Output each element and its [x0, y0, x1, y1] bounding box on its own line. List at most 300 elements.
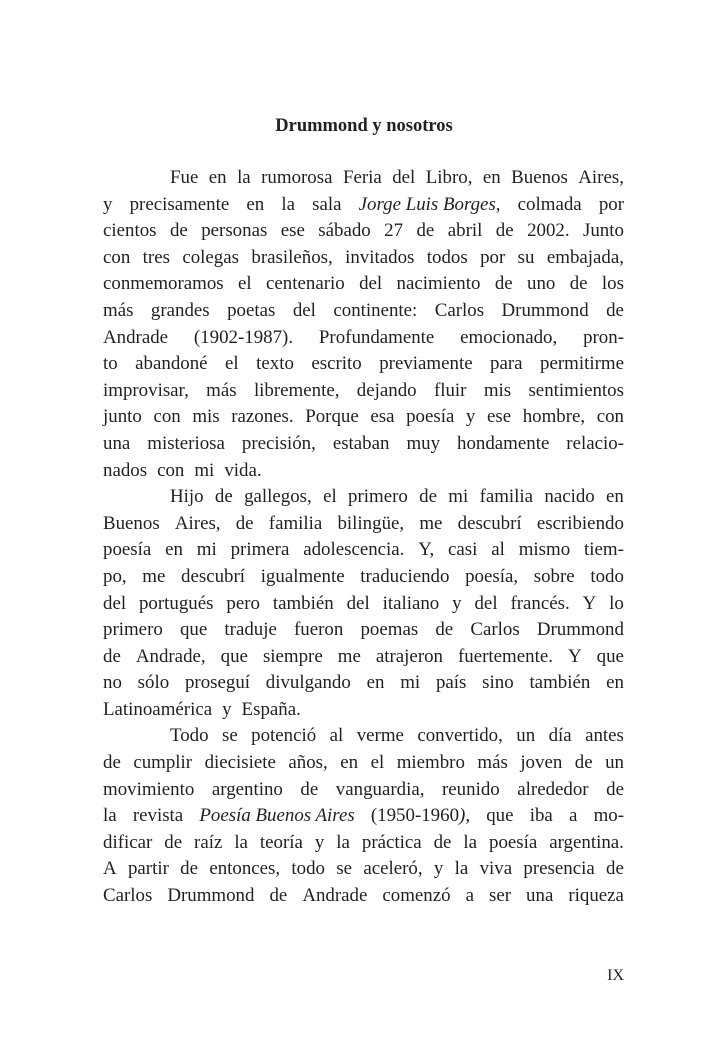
word: [142, 564, 165, 591]
word-text: 27: [384, 220, 404, 242]
word: [606, 856, 624, 883]
word: [103, 511, 160, 538]
word: [578, 165, 624, 192]
word: [226, 591, 260, 618]
word: [209, 165, 227, 192]
word: [103, 192, 112, 219]
word: [164, 830, 182, 857]
word-text: primera: [230, 539, 290, 561]
word: [397, 271, 481, 298]
word-text: invitados: [345, 246, 415, 268]
text-line: [103, 750, 624, 777]
word: [379, 351, 472, 378]
word: [474, 591, 497, 618]
word-text: Carlos: [434, 299, 485, 321]
text-line: [103, 484, 624, 511]
word: [583, 218, 624, 245]
word: [480, 856, 513, 883]
word: [491, 537, 505, 564]
word: [568, 883, 624, 910]
word: [357, 723, 404, 750]
word-text: y: [433, 858, 444, 880]
word: [103, 218, 157, 245]
word-text: riqueza: [568, 885, 624, 907]
word: [518, 245, 535, 272]
word-text: la: [234, 831, 248, 853]
word-text: hombre,: [522, 406, 586, 428]
word: [192, 404, 219, 431]
word-text: teoría: [259, 831, 303, 853]
word-text: grandes: [150, 299, 210, 321]
word: [606, 484, 624, 511]
word: [470, 617, 519, 644]
word: [153, 404, 180, 431]
word-text: primero: [103, 619, 163, 641]
word-text: abandoné: [135, 353, 208, 375]
text-line: [103, 378, 624, 405]
word-text: brasileños,: [251, 246, 333, 268]
word-text: Fue: [170, 167, 199, 188]
word: [466, 883, 474, 910]
word-text: tres: [142, 246, 170, 268]
word-text: y: [465, 406, 476, 428]
text-line: [103, 218, 624, 245]
word: [194, 458, 219, 485]
word-text: España.: [241, 698, 301, 720]
word-text: de: [433, 831, 452, 853]
word: [383, 591, 440, 618]
word-text: libremente,: [253, 379, 340, 401]
word: [605, 750, 624, 777]
word-text: familia: [479, 486, 534, 508]
word-text: que: [220, 645, 248, 667]
word: [530, 803, 553, 830]
word: [526, 883, 553, 910]
word-text: (1950-1960: [370, 805, 460, 827]
word: [224, 458, 266, 485]
italic-text: ),: [459, 805, 471, 827]
word-text: que: [486, 805, 514, 827]
text-line: [103, 830, 624, 857]
word-text: casi: [448, 539, 478, 561]
word-text: en: [606, 672, 624, 694]
word-text: un: [605, 752, 624, 774]
word-text: A: [103, 858, 117, 880]
word: [103, 537, 151, 564]
word: [544, 484, 594, 511]
word: [103, 697, 217, 724]
word-text: junto: [103, 406, 142, 428]
word-text: de: [495, 220, 514, 242]
word: [426, 165, 473, 192]
word-text: improvisar,: [103, 379, 189, 401]
word-text: en: [165, 539, 183, 561]
word-text: muy: [406, 432, 441, 454]
word: [569, 803, 577, 830]
word-text: joven: [520, 752, 563, 774]
word-text: continente:: [333, 299, 418, 321]
word: [103, 404, 142, 431]
word-text: me: [142, 565, 166, 587]
word-text: convertido,: [417, 725, 503, 747]
word-text: iba: [529, 805, 553, 827]
word-text: Aires,: [174, 512, 221, 534]
word-text: mismo: [518, 539, 571, 561]
word: [419, 484, 437, 511]
word: [606, 298, 624, 325]
word: [103, 670, 122, 697]
word-text: poetas: [227, 299, 276, 321]
word: [336, 856, 352, 883]
word: [549, 723, 572, 750]
word-text: igualmente: [260, 565, 345, 587]
word-text: Aires,: [578, 167, 624, 188]
word: [465, 564, 518, 591]
word-text: escribiendo: [536, 512, 624, 534]
word-text: en: [246, 193, 265, 215]
word-text: diecisiete: [204, 752, 276, 774]
word-text: con: [596, 406, 624, 428]
word: [103, 644, 121, 671]
word-text: siempre: [262, 645, 323, 667]
word: [518, 192, 582, 219]
word-text: con: [157, 459, 185, 481]
word: [458, 644, 553, 671]
word-text: del: [346, 592, 370, 614]
word-text: Drummond: [501, 299, 589, 321]
word: [103, 325, 168, 352]
word: [406, 404, 454, 431]
word-text: revista: [132, 805, 184, 827]
word: [261, 165, 332, 192]
word-text: me: [419, 512, 443, 534]
word-text: movimiento: [103, 778, 195, 800]
word: [103, 617, 163, 644]
word-text: primero: [348, 486, 408, 508]
word: [281, 192, 295, 219]
word: [360, 617, 418, 644]
word: [502, 298, 589, 325]
word-text: y: [103, 193, 113, 215]
text-line: [103, 777, 624, 804]
word-text: estaban: [332, 432, 390, 454]
word: [234, 830, 248, 857]
word: [540, 351, 624, 378]
word-text: precisamente: [129, 193, 230, 215]
word-text: el: [323, 486, 337, 508]
word: [537, 617, 624, 644]
word: [606, 777, 624, 804]
word-text: adolescencia.: [303, 539, 405, 561]
word: [266, 271, 345, 298]
word: [103, 803, 117, 830]
text-line: [103, 404, 624, 431]
word-text: mi: [448, 486, 469, 508]
word-text: la: [336, 831, 350, 853]
word: [337, 511, 404, 538]
word: [575, 750, 593, 777]
word: [362, 830, 422, 857]
text-line: [103, 723, 624, 750]
word-text: nados: [103, 459, 148, 481]
word-text: el: [370, 752, 385, 774]
word-text: lo: [609, 592, 624, 614]
word-text: del: [474, 592, 498, 614]
text-line: [103, 564, 624, 591]
word-text: poesía,: [465, 565, 519, 587]
word: [293, 298, 316, 325]
word-text: ese: [486, 406, 512, 428]
word: [357, 378, 417, 405]
word: [103, 830, 152, 857]
word-text: Profundamente: [318, 326, 435, 348]
word-text: argentina.: [549, 831, 624, 853]
word-text: del: [359, 273, 383, 295]
text-line: [103, 883, 624, 910]
word: [427, 245, 468, 272]
word: [487, 404, 511, 431]
word-text: pron-: [583, 326, 624, 348]
word-text: nacido: [544, 486, 595, 508]
word-text: italiano: [382, 592, 440, 614]
word-text: rumorosa: [261, 167, 333, 188]
word: [455, 856, 469, 883]
text-line: [103, 298, 624, 325]
word-text: sala: [312, 193, 342, 215]
word: [209, 856, 280, 883]
word-text: vida.: [224, 459, 262, 481]
word-text: el: [238, 273, 252, 295]
word: [251, 723, 316, 750]
word-text: descubrí: [181, 565, 246, 587]
word: [510, 591, 569, 618]
word: [486, 803, 513, 830]
word-text: más: [206, 379, 237, 401]
word: [458, 511, 522, 538]
word: [205, 750, 276, 777]
word: [244, 484, 312, 511]
word-text: 2002.: [527, 220, 570, 242]
word: [167, 883, 254, 910]
word-text: en: [606, 486, 624, 508]
word-text: de: [574, 752, 593, 774]
word: [436, 670, 466, 697]
word-text: de: [103, 752, 121, 774]
word: [103, 856, 117, 883]
word-text: de: [569, 273, 588, 295]
word: [269, 883, 287, 910]
word-text: más: [477, 752, 508, 774]
word: [434, 856, 443, 883]
word-text: para: [490, 353, 523, 375]
word-text: de: [300, 778, 319, 800]
word-text: gallegos,: [244, 486, 312, 508]
word: [165, 537, 183, 564]
word: [318, 218, 370, 245]
word: [371, 750, 385, 777]
word: [251, 245, 332, 272]
word-text: en: [340, 752, 359, 774]
text-line: [103, 245, 624, 272]
word: [281, 218, 305, 245]
word-text: y: [452, 592, 462, 614]
word-text: Andrade: [103, 326, 169, 348]
word-text: fluir: [433, 379, 467, 401]
word: [227, 298, 275, 325]
text-line: [103, 617, 624, 644]
word: [170, 723, 209, 750]
word: [261, 564, 345, 591]
word: [416, 218, 434, 245]
word-text: descubrí: [457, 512, 522, 534]
word-text: colegas: [182, 246, 239, 268]
word-text: Y: [567, 645, 582, 667]
word: [181, 564, 245, 591]
word: [151, 298, 210, 325]
word: [147, 431, 225, 458]
word: [602, 271, 624, 298]
word-text: sobre: [533, 565, 575, 587]
text-line: [103, 591, 624, 618]
word-text: escrito: [311, 353, 362, 375]
text-line: [103, 431, 624, 458]
word: [238, 271, 252, 298]
text-line: [103, 271, 624, 298]
word: [215, 484, 233, 511]
word-text: hondamente: [457, 432, 550, 454]
word: [311, 351, 361, 378]
word: [333, 431, 390, 458]
word-text: que: [596, 645, 624, 667]
word: [294, 617, 343, 644]
page-number: IX: [607, 967, 624, 984]
word-text: emocionado,: [460, 326, 558, 348]
word-text: por: [598, 193, 624, 215]
word: [523, 856, 594, 883]
text-line: [103, 325, 624, 352]
word: [418, 537, 434, 564]
word: [222, 697, 236, 724]
word: [359, 271, 382, 298]
word: [260, 830, 303, 857]
word-text: del: [103, 592, 127, 614]
word: [448, 537, 477, 564]
text-line: [103, 165, 624, 192]
word: [348, 484, 408, 511]
word: [583, 325, 624, 352]
word-text: de: [214, 486, 233, 508]
word-text: previamente: [379, 353, 473, 375]
word: [103, 431, 130, 458]
word-text: alrededor: [517, 778, 589, 800]
word-text: presencia: [523, 858, 595, 880]
word: [221, 644, 248, 671]
word: [392, 165, 415, 192]
word: [360, 564, 449, 591]
word: [269, 511, 323, 538]
word-text: a: [568, 805, 578, 827]
word: [435, 298, 484, 325]
word-text: traduciendo: [360, 565, 450, 587]
text-line: [103, 697, 624, 724]
word: [103, 458, 152, 485]
word: [549, 830, 624, 857]
word: [288, 750, 327, 777]
word-text: una: [103, 432, 131, 454]
word: [303, 537, 404, 564]
word: [338, 644, 361, 671]
word-text: verme: [356, 725, 404, 747]
word: [180, 617, 207, 644]
word-text: cientos: [103, 220, 157, 242]
word: [273, 591, 334, 618]
word-text: en: [482, 167, 501, 188]
word: [305, 404, 359, 431]
word-text: todo: [590, 565, 624, 587]
word: [435, 617, 453, 644]
word: [528, 378, 624, 405]
word: [490, 351, 523, 378]
text-line: [103, 537, 624, 564]
word-text: pero: [226, 592, 260, 614]
word-text: Porque: [305, 406, 359, 428]
word: [517, 777, 588, 804]
word: [516, 723, 535, 750]
word-text: sentimientos: [528, 379, 624, 401]
word: [480, 484, 534, 511]
word: [384, 218, 403, 245]
word-text: de: [169, 220, 188, 242]
word: [254, 378, 340, 405]
word-text: de: [180, 858, 199, 880]
word: [143, 245, 170, 272]
word-text: poesía: [103, 539, 152, 561]
word: [336, 777, 425, 804]
word: [199, 803, 354, 830]
word: [417, 723, 503, 750]
word-text: y: [222, 698, 232, 720]
word: [609, 591, 624, 618]
word-text: por: [480, 246, 506, 268]
word: [225, 351, 239, 378]
text-line: [103, 644, 624, 671]
word-text: aceleró,: [363, 858, 423, 880]
text-line: [103, 803, 624, 830]
word-text: proseguí: [184, 672, 251, 694]
word: [138, 670, 170, 697]
word-text: (1902-1987).: [193, 326, 294, 348]
word: [547, 245, 624, 272]
word-text: los: [601, 273, 624, 295]
word: [319, 325, 434, 352]
word: [330, 723, 344, 750]
word-text: no: [103, 672, 122, 694]
word-text: sólo: [137, 672, 170, 694]
word: [182, 245, 239, 272]
word: [231, 404, 293, 431]
word-text: abril: [447, 220, 483, 242]
word: [460, 325, 557, 352]
word: [483, 165, 501, 192]
word-text: traduje: [224, 619, 277, 641]
word-text: viva: [479, 858, 513, 880]
word-text: poesía: [406, 406, 455, 428]
text-line: [103, 192, 624, 219]
word-text: mi: [194, 459, 215, 481]
word-text: la: [237, 167, 251, 188]
word: [519, 537, 570, 564]
word: [434, 830, 452, 857]
